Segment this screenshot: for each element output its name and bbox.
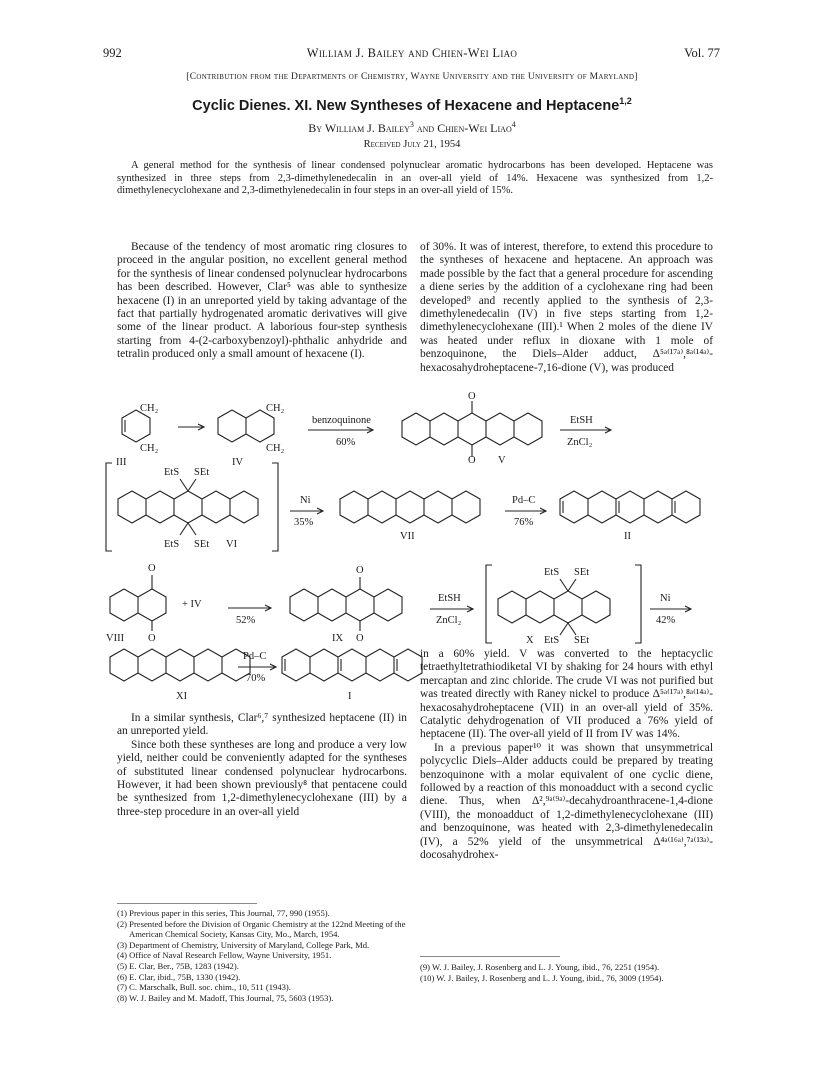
structure-IV: [218, 410, 274, 442]
footnote-rule-left: [117, 903, 257, 904]
set-label-VI-bottom: SEt: [194, 539, 210, 550]
running-title: William J. Bailey and Chien-Wei Liao: [306, 46, 518, 60]
right-column-mid: [420, 648, 713, 863]
footnotes-right: [420, 962, 713, 983]
compound-label-XI: XI: [176, 691, 188, 702]
oxygen-label-IX-top: O: [356, 565, 364, 576]
compound-label-III: III: [116, 457, 127, 468]
structure-VI-bracket: [106, 463, 278, 551]
structure-X-bracket: [486, 565, 641, 643]
article-title: [0, 96, 824, 114]
byline-and: and: [416, 121, 435, 135]
left-column-top: [117, 241, 407, 362]
footnote-3: (3) Department of Chemistry, University of Maryland, College Park, Md.: [117, 939, 370, 950]
arrow-7: [430, 606, 473, 612]
structure-VIII: [110, 575, 166, 631]
footnote-9: (9) W. J. Bailey, J. Rosenberg and L. J. Young, ibid., 76, 2251 (1954).: [420, 962, 660, 972]
ets-label-VI-top: EtS: [164, 467, 180, 478]
structure-I: [282, 649, 422, 681]
set-label-X-top: SEt: [574, 567, 590, 578]
structure-III: [122, 410, 150, 442]
footnote-10: (10) W. J. Bailey, J. Rosenberg and L. J. Young, ibid., 76, 3009 (1954).: [420, 972, 664, 983]
ch2-label-III-top: CH₂: [140, 403, 159, 414]
ets-label-X-bottom: EtS: [544, 635, 560, 646]
ets-label-VI-bottom: EtS: [164, 539, 180, 550]
reagent-zncl2-2: ZnCl₂: [436, 615, 462, 626]
byline-by: By: [308, 121, 323, 135]
title-text: Cyclic Dienes. XI. New Syntheses of Hexacene and Heptacene: [192, 97, 620, 114]
reagent-zncl2-1: ZnCl₂: [567, 437, 593, 448]
oxygen-label-IX-bottom: O: [356, 633, 364, 644]
reagent-ni-1: Ni: [300, 495, 311, 506]
footnote-1: (1) Previous paper in this series, This Journal, 77, 990 (1955).: [117, 908, 330, 918]
ets-label-X-top: EtS: [544, 567, 560, 578]
structure-VI: [118, 479, 258, 535]
left-column-bottom: [117, 712, 407, 819]
reagent-pdc-2: Pd–C: [243, 651, 267, 662]
structure-XI: [110, 649, 250, 681]
contribution-line: [Contribution from the Departments of Chemistry, Wayne University and the University of Maryland]: [186, 72, 638, 82]
compound-label-V: V: [498, 455, 506, 466]
pentacene-paragraph: Since both these syntheses are long and produce a very low yield, neither could be conveniently adapted for the syntheses of substituted linear condensed polynuclear hydrocarbons. However, it had been shown previously⁸ that pentacene could be synthesized from 1,2-dimethylenecyclohexane (III) by a three-step procedure in an over-all yield: [117, 738, 407, 818]
arrow-3: [560, 427, 611, 433]
compound-label-IX: IX: [332, 633, 344, 644]
received-date: Received July 21, 1954: [363, 139, 461, 150]
yield-52: 52%: [236, 615, 256, 626]
ch2-label-III-bottom: CH₂: [140, 443, 159, 454]
reagent-etsh-1: EtSH: [570, 415, 593, 426]
yield-35: 35%: [294, 517, 314, 528]
footnote-rule-right: [420, 956, 560, 957]
oxygen-label-VIII-top: O: [148, 563, 156, 574]
reagent-ni-2: Ni: [660, 593, 671, 604]
plus-IV: + IV: [182, 599, 202, 610]
structure-IX: [290, 577, 402, 631]
compound-label-IV: IV: [232, 457, 244, 468]
clar-paragraph: In a similar synthesis, Clar⁶,⁷ synthesized heptacene (II) in an unreported yield.: [117, 712, 407, 738]
arrow-5: [505, 508, 546, 514]
abstract: A general method for the synthesis of linear condensed polynuclear aromatic hydrocarbons has been developed. Heptacene was synthesized in three steps from 2,3-dimethylenedecalin in an over-all yield of 14%. Hexacene was synthesized from 1,2-dimethylenecyclohexane and 2,3-dimethylenedecalin in four steps in an over-all yield of 15%.: [117, 160, 713, 196]
arrow-8: [650, 606, 691, 612]
footnote-8: (8) W. J. Bailey and M. Madoff, This Journal, 75, 5603 (1953).: [117, 993, 334, 1004]
author-1-ref: 3: [409, 120, 414, 129]
arrow-4: [290, 508, 323, 514]
structure-II: [560, 491, 700, 523]
compound-label-X: X: [526, 635, 534, 646]
continuation-paragraph: of 30%. It was of interest, therefore, to extend this procedure to the syntheses of hexacene and heptacene. An approach was made possible by the fact that a general procedure for ascending a diene series by the addition of a cyclohexane ring had been developed⁹ and recently applied to the synthesis of 2,3-dimethylenedecalin (IV) in five steps starting from 1,2-dimethylenecyclohexane (III).¹ When 2 moles of the diene IV was heated under reflux in dioxane with 1 mole of benzoquinone, the Diels–Alder adduct, Δ⁵ᵃ⁽¹⁷ᵃ⁾,⁸ᵃ⁽¹⁴ᵃ⁾-hexacosahydroheptacene-7,16-dione (V), was produced: [420, 241, 713, 374]
page-number: 992: [103, 46, 122, 60]
compound-label-VI: VI: [226, 539, 238, 550]
reagent-pdc-1: Pd–C: [512, 495, 536, 506]
compound-label-VII: VII: [400, 531, 415, 542]
ch2-label-IV-top: CH₂: [266, 403, 285, 414]
yield-70: 70%: [246, 673, 266, 684]
structure-V: [402, 401, 542, 457]
yield-76: 76%: [514, 517, 534, 528]
set-label-VI-top: SEt: [194, 467, 210, 478]
author-1: William J. Bailey: [324, 121, 410, 135]
footnote-7: (7) C. Marschalk, Bull. soc. chim., 10, 511 (1943).: [117, 982, 291, 993]
arrow-2: [308, 427, 373, 433]
oxygen-label-V-top: O: [468, 391, 476, 402]
reagent-benzoquinone: benzoquinone: [312, 415, 371, 426]
volume-label: Vol. 77: [684, 46, 720, 60]
unsymmetrical-adduct-paragraph: In a previous paper¹⁰ it was shown that unsymmetrical polycyclic Diels–Alder adducts could be prepared by treating benzoquinone with a molar equivalent of one cyclic diene, followed by a reaction of this monoadduct with a second cyclic diene. Thus, when Δ²,⁹ᵃ⁽⁹ᵃ⁾-decahydroanthracene-1,4-dione (VIII), the monoadduct of 1,2-dimethylenecyclohexane (III) and benzoquinone, was heated with 2,3-dimethylenedecalin (IV), a 52% yield of the unsymmetrical Δ⁴ᵃ⁽¹⁶ᵃ⁾,⁷ᵃ⁽¹³ᵃ⁾-docosahydrohex-: [420, 741, 713, 862]
right-column-top: [420, 241, 713, 375]
set-label-X-bottom: SEt: [574, 635, 590, 646]
title-footnote-refs: 1,2: [619, 96, 632, 106]
yield-60: 60%: [336, 437, 356, 448]
arrow-1: [178, 424, 204, 430]
footnote-6: (6) E. Clar, ibid., 75B, 1330 (1942).: [117, 971, 241, 982]
footnote-5: (5) E. Clar, Ber., 75B, 1283 (1942).: [117, 961, 239, 972]
arrow-6: [228, 605, 271, 611]
footnote-2: (2) Presented before the Division of Organic Chemistry at the 122nd Meeting of the American Chemical Society, Kansas City, Mo., March, 1954.: [117, 918, 406, 939]
footnotes-left: [117, 908, 407, 1004]
footnote-4: (4) Office of Naval Research Fellow, Wayne University, 1951.: [117, 950, 332, 961]
compound-label-VIII: VIII: [106, 633, 125, 644]
structure-VII: [340, 491, 480, 523]
yield-42: 42%: [656, 615, 676, 626]
byline: [0, 120, 824, 136]
intro-paragraph: Because of the tendency of most aromatic ring closures to proceed in the angular position, no excellent general method for the synthesis of linear condensed polynuclear hydrocarbons has been described. However, Clar⁵ was able to synthesize hexacene (I) in an unreported yield by taking advantage of the fact that partially hydrogenated aromatic derivatives will give some of the linear product. A laborious four-step synthesis starting from 4-(2-carboxybenzoyl)-phthalic anhydride and tetralin produced only a small amount of hexacene (I).: [117, 241, 407, 361]
ch2-label-IV-bottom: CH₂: [266, 443, 285, 454]
result-paragraph: in a 60% yield. V was converted to the heptacyclic tetraethyltetrathiodiketal VI by shaking for 24 hours with ethyl mercaptan and zinc chloride. The crude VI was not purified but was treated directly with Raney nickel to produce Δ⁵ᵃ⁽¹⁷ᵃ⁾,⁸ᵃ⁽¹⁴ᵃ⁾-hexacosahydroheptacene (VII) in an over-all yield of 35%. Catalytic dehydrogenation of VII produced a 76% yield of heptacene (II). The over-all yield of II from IV was 14%.: [420, 648, 713, 741]
reagent-etsh-2: EtSH: [438, 593, 461, 604]
author-2-ref: 4: [511, 120, 516, 129]
arrow-9: [238, 664, 276, 670]
oxygen-label-VIII-bottom: O: [148, 633, 156, 644]
structure-X: [498, 579, 610, 635]
author-2: Chien-Wei Liao: [437, 121, 512, 135]
compound-label-II: II: [624, 531, 631, 542]
oxygen-label-V-bottom: O: [468, 455, 476, 466]
compound-label-I: I: [348, 691, 352, 702]
